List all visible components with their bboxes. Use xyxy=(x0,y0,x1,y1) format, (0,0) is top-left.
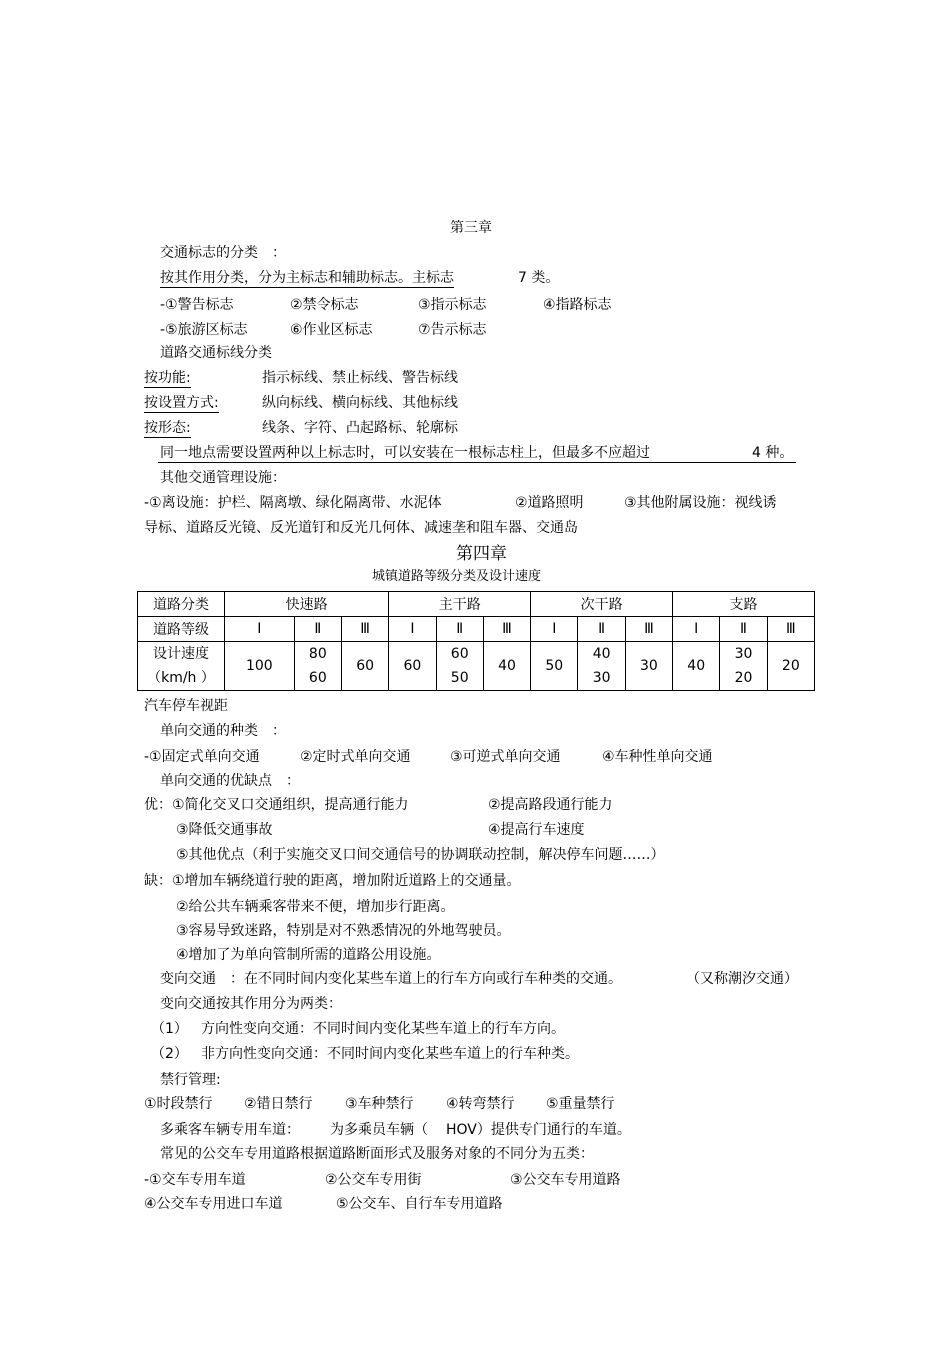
speed-value: 30 xyxy=(734,646,753,662)
sign-item: ③指示标志 xyxy=(418,297,487,313)
speed-value: 100 xyxy=(245,658,273,674)
oneway-types-heading: 单向交通的种类 ： xyxy=(160,723,286,739)
marking-value: 线条、字符、凸起路标、轮廓标 xyxy=(262,420,458,436)
table-row xyxy=(138,642,815,691)
table-caption: 城镇道路等级分类及设计速度 xyxy=(372,569,542,584)
speed-value: 60 xyxy=(450,646,469,662)
bus-item: ③公交车专用道路 xyxy=(510,1172,621,1188)
table-cell xyxy=(578,642,625,691)
rev-item: 方向性变向交通：不同时间内变化某些车道上的行车方向。 xyxy=(201,1021,565,1037)
rev-item: 非方向性变向交通：不同时间内变化某些车道上的行车种类。 xyxy=(201,1046,579,1062)
pro-item: ②提高路段通行能力 xyxy=(488,797,613,813)
oneway-item: ②定时式单向交通 xyxy=(300,749,411,765)
stop-distance-heading: 汽车停车视距 xyxy=(144,698,228,714)
rev-num: （1） xyxy=(151,1021,188,1037)
table-cell xyxy=(625,642,672,691)
marking-class-heading: 道路交通标线分类 xyxy=(160,345,272,361)
table-cell xyxy=(341,642,388,691)
table-cell: 道路分类 xyxy=(138,592,225,617)
speed-value: 40 xyxy=(498,658,516,674)
bus-item: ④公交车专用进口车道 xyxy=(144,1196,283,1212)
con-item: 缺：①增加车辆绕道行驶的距离，增加附近道路上的交通量。 xyxy=(144,873,521,889)
main-sign-count: 7 类。 xyxy=(518,270,560,286)
speed-value: 50 xyxy=(545,658,564,674)
pro-item: ③降低交通事故 xyxy=(176,822,273,838)
table-cell: Ⅰ xyxy=(673,617,720,642)
sign-item: ④指路标志 xyxy=(543,297,612,313)
speed-value: 30 xyxy=(592,670,611,686)
pro-item: 优：①简化交叉口交通组织，提高通行能力 xyxy=(144,797,409,813)
pro-item: ⑤其他优点（利于实施交叉口间交通信号的协调联动控制，解决停车问题……） xyxy=(176,847,665,863)
facility-item: ②道路照明 xyxy=(515,495,584,511)
marking-label: 按设置方式: xyxy=(144,395,219,411)
table-cell xyxy=(225,642,295,691)
ban-heading: 禁行管理: xyxy=(160,1072,221,1088)
table-cell: 道路等级 xyxy=(138,617,225,642)
table-row xyxy=(138,617,815,642)
table-cell: Ⅲ xyxy=(625,617,672,642)
con-item: ④增加了为单向管制所需的道路公用设施。 xyxy=(176,947,441,963)
sign-item: ②禁令标志 xyxy=(290,297,359,313)
reversible-definition: 变向交通 ：在不同时间内变化某些车道上的行车方向或行车种类的交通。 xyxy=(160,971,622,987)
table-cell xyxy=(436,642,483,691)
speed-value: 50 xyxy=(450,670,469,686)
ban-item: ①时段禁行 xyxy=(144,1096,213,1112)
ban-item: ③车种禁行 xyxy=(345,1096,414,1112)
table-cell xyxy=(673,642,720,691)
oneway-item: -①固定式单向交通 xyxy=(144,749,260,765)
bus-item: ②公交车专用街 xyxy=(325,1172,422,1188)
table-cell: Ⅲ xyxy=(767,617,814,642)
chapter-3-title: 第三章 xyxy=(450,220,492,236)
table-cell: Ⅰ xyxy=(389,617,436,642)
sign-by-function: 按其作用分类，分为主标志和辅助标志。主标志 xyxy=(160,270,454,286)
speed-label: 设计速度 xyxy=(153,646,209,662)
bus-item: ⑤公交车、自行车专用道路 xyxy=(336,1196,503,1212)
pro-item: ④提高行车速度 xyxy=(488,822,585,838)
speed-value: 60 xyxy=(308,670,327,686)
table-cell: Ⅱ xyxy=(436,617,483,642)
ban-item: ②错日禁行 xyxy=(244,1096,313,1112)
pros-cons-heading: 单向交通的优缺点 ： xyxy=(160,773,300,789)
oneway-item: ③可逆式单向交通 xyxy=(450,749,561,765)
facility-continuation: 导标、道路反光镜、反光道钉和反光几何体、减速垄和阻车器、交通岛 xyxy=(144,520,578,536)
con-item: ③容易导致迷路，特别是对不熟悉情况的外地驾驶员。 xyxy=(176,923,511,939)
same-spot-count: 4 种。 xyxy=(752,445,794,461)
table-cell: 主干路 xyxy=(389,592,531,617)
speed-value: 40 xyxy=(592,646,611,662)
speed-value: 20 xyxy=(734,670,753,686)
oneway-item: ④车种性单向交通 xyxy=(602,749,713,765)
road-grade-table xyxy=(137,591,815,691)
speed-value: 30 xyxy=(639,658,658,674)
table-cell xyxy=(531,642,578,691)
table-cell: Ⅲ xyxy=(483,617,530,642)
table-cell: Ⅱ xyxy=(294,617,341,642)
ban-item: ④转弯禁行 xyxy=(446,1096,515,1112)
marking-label: 按形态: xyxy=(144,420,191,436)
speed-value: 60 xyxy=(356,658,375,674)
table-cell: Ⅰ xyxy=(531,617,578,642)
marking-value: 指示标线、禁止标线、警告标线 xyxy=(262,370,458,386)
table-cell: 快速路 xyxy=(225,592,389,617)
speed-value: 40 xyxy=(687,658,706,674)
table-cell xyxy=(767,642,814,691)
underline xyxy=(158,462,796,463)
table-cell: Ⅰ xyxy=(225,617,295,642)
same-spot-text: 同一地点需要设置两种以上标志时，可以安装在一根标志柱上，但最多不应超过 xyxy=(160,445,650,461)
speed-value: 20 xyxy=(781,658,800,674)
sign-item: ⑥作业区标志 xyxy=(290,322,373,338)
ban-item: ⑤重量禁行 xyxy=(546,1096,615,1112)
table-cell xyxy=(483,642,530,691)
reversible-alias: （又称潮汐交通） xyxy=(686,971,798,987)
con-item: ②给公共车辆乘客带来不便，增加步行距离。 xyxy=(176,899,455,915)
hov-text: 为多乘员车辆（ xyxy=(330,1122,428,1138)
table-cell xyxy=(720,642,767,691)
bus-item: -①交车专用车道 xyxy=(144,1172,246,1188)
rev-num: （2） xyxy=(151,1046,188,1062)
facility-item: -①离设施：护栏、隔离墩、绿化隔离带、水泥体 xyxy=(144,495,442,511)
bus-types-heading: 常见的公交车专用道路根据道路断面形式及服务对象的不同分为五类： xyxy=(160,1146,594,1162)
table-row xyxy=(138,592,815,617)
sign-item: ⑦告示标志 xyxy=(418,322,487,338)
table-cell xyxy=(389,642,436,691)
facility-item: ③其他附属设施：视线诱 xyxy=(624,495,777,511)
table-cell: Ⅱ xyxy=(720,617,767,642)
other-facilities-heading: 其他交通管理设施： xyxy=(160,470,286,486)
chapter-4-title: 第四章 xyxy=(456,544,507,564)
table-cell: Ⅲ xyxy=(341,617,388,642)
hov-label: 多乘客车辆专用车道： xyxy=(160,1122,300,1138)
marking-value: 纵向标线、横向标线、其他标线 xyxy=(262,395,458,411)
reversible-two-types: 变向交通按其作用分为两类： xyxy=(160,996,342,1012)
table-cell: 支路 xyxy=(673,592,815,617)
sign-class-heading: 交通标志的分类 ： xyxy=(160,245,286,261)
marking-label: 按功能: xyxy=(144,370,191,386)
sign-item: -⑤旅游区标志 xyxy=(160,322,248,338)
speed-value: 60 xyxy=(403,658,422,674)
hov-text-cont: HOV）提供专门通行的车道。 xyxy=(446,1122,631,1138)
table-cell xyxy=(294,642,341,691)
table-cell: 次干路 xyxy=(531,592,673,617)
sign-item: -①警告标志 xyxy=(160,297,234,313)
speed-unit: （km/h ） xyxy=(147,670,215,686)
table-cell: Ⅱ xyxy=(578,617,625,642)
table-cell xyxy=(138,642,225,691)
speed-value: 80 xyxy=(308,646,327,662)
